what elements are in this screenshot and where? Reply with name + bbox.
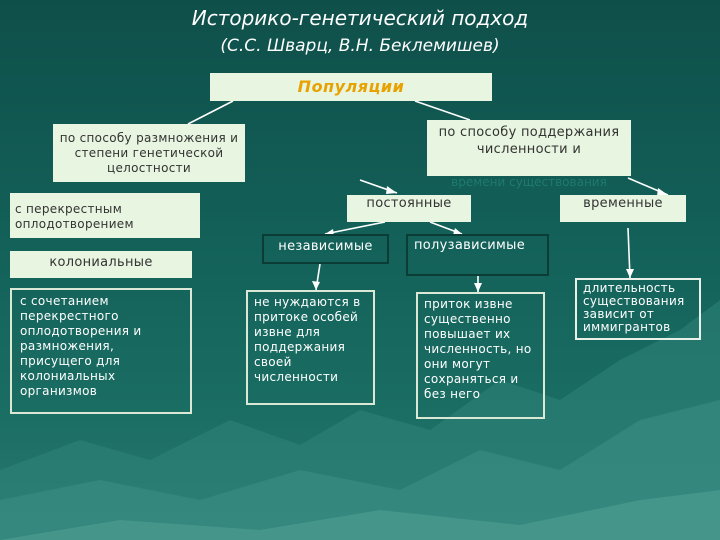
permanent-box: постоянные (347, 195, 471, 222)
independent-description-box: не нуждаются в притоке особей извне для поддержания своей численности (246, 290, 375, 405)
independent-box: независимые (262, 234, 389, 264)
combined-reproduction-box: с сочетанием перекрестного оплодотворения и размножения, присущего для колониальных организмов (10, 288, 192, 414)
temporary-box: временные (560, 195, 686, 222)
colonial-box: колониальные (10, 251, 192, 278)
semi-dependent-box: полузависимые (406, 234, 549, 276)
category-reproduction: по способу размножения и степени генетической целостности (53, 124, 245, 182)
page-title: Историко-генетический подход (191, 6, 529, 30)
category-population-maintenance: по способу поддержания численности и (427, 120, 631, 176)
category-maintenance-hidden-text: времени существования (451, 175, 607, 189)
page-subtitle: (С.С. Шварц, В.Н. Беклемишев) (220, 36, 500, 56)
root-node-populations: Популяции (210, 73, 492, 101)
temporary-description-box: длительность существования зависит от иммигрантов (575, 278, 701, 340)
cross-fertilization-box: с перекрестным оплодотворением (10, 193, 200, 238)
semi-dependent-description-box: приток извне существенно повышает их численность, но они могут сохраняться и без него (416, 292, 545, 419)
